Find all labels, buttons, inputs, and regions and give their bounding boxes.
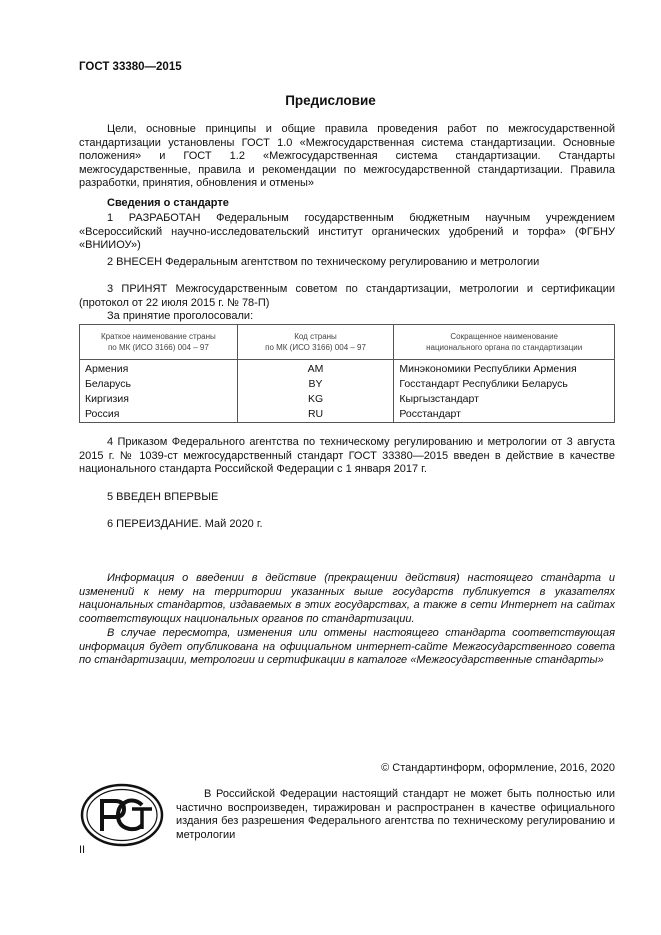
page-number: II (79, 844, 86, 856)
code-cell: AM (237, 360, 394, 378)
item-order: 4 Приказом Федерального агентства по техническому регулированию и метрологии от 3 августа 2015 г. № 1039-ст межгосударственный стандарт ГОСТ 33380—2015 введен в действие в качестве национального стандарта Российской Федерации с 1 января 2017 г. (79, 436, 615, 475)
header-body: Сокращенное наименование национального органа по стандартизации (394, 325, 615, 360)
intro-paragraph (79, 123, 615, 191)
body-cell: Минэкономики Республики Армения (394, 360, 615, 378)
code-cell: KG (237, 392, 394, 407)
header-code: Код страны по МК (ИСО 3166) 004 – 97 (237, 325, 394, 360)
item-first: 5 ВВЕДЕН ВПЕРВЫЕ (107, 491, 219, 503)
body-cell: Росстандарт (394, 407, 615, 423)
section-title: Сведения о стандарте (107, 197, 229, 209)
item-adopted: 3 ПРИНЯТ Межгосударственным советом по стандартизации, метрологии и сертификации (протокол от 22 июля 2015 г. № 78-П) (79, 283, 615, 309)
table-row (80, 392, 615, 407)
country-cell: Армения (80, 360, 238, 378)
table-row (80, 407, 615, 423)
table-row (80, 360, 615, 378)
voted-label: За принятие проголосовали: (107, 310, 254, 322)
item-introduced: 2 ВНЕСЕН Федеральным агентством по техническому регулированию и метрологии (107, 256, 540, 268)
body-cell: Госстандарт Республики Беларусь (394, 377, 615, 392)
legal-notice: В Российской Федерации настоящий стандарт не может быть полностью или частично воспроизведен, тиражирован и распространен в качестве официального издания без разрешения Федерального агентства по техническому регулированию и метрологии (176, 788, 615, 841)
rst-logo-icon (80, 783, 164, 847)
document-id: ГОСТ 33380—2015 (79, 61, 182, 73)
notice-paragraph: Информация о введении в действие (прекращении действия) настоящего стандарта и изменений к нему на территории указанных выше государств публикуется в указателях национальных стандартов, издаваемых в этих государствах, а также в сети Интернет на сайтах соответствующих национальных органов по стандартизации. (79, 572, 615, 626)
intro-text: Цели, основные принципы и общие правила проведения работ по межгосударственной стандартизации установлены ГОСТ 1.0 «Межгосударственная система стандартизации. Основные положения» и ГОСТ 1.2 «Межгосударственная система стандартизации. Стандарты межгосударственные, правила и рекомендации по межгосударственной стандартизации. Правила разработки, принятия, обновления и отмены» (79, 123, 615, 189)
code-cell: RU (237, 407, 394, 423)
country-cell: Киргизия (80, 392, 238, 407)
countries-table (79, 324, 615, 423)
body-cell: Кыргызстандарт (394, 392, 615, 407)
item-developed: 1 РАЗРАБОТАН Федеральным государственным бюджетным научным учреждением «Всероссийский научно-исследовательский институт органических удобрений и торфа» (ФГБНУ «ВНИИОУ») (79, 212, 615, 251)
country-cell: Россия (80, 407, 238, 423)
item-reissue: 6 ПЕРЕИЗДАНИЕ. Май 2020 г. (107, 518, 263, 530)
page-title: Предисловие (285, 93, 376, 108)
table-row (80, 377, 615, 392)
header-country: Краткое наименование страны по МК (ИСО 3166) 004 – 97 (80, 325, 238, 360)
info-notice (79, 572, 615, 668)
table-header-row (80, 325, 615, 360)
country-cell: Беларусь (80, 377, 238, 392)
code-cell: BY (237, 377, 394, 392)
notice-paragraph: В случае пересмотра, изменения или отмены настоящего стандарта соответствующая информация будет опубликована на официальном интернет-сайте Межгосударственного совета по стандартизации, метрологии и сертификации в каталоге «Межгосударственные стандарты» (79, 626, 615, 667)
copyright: © Стандартинформ, оформление, 2016, 2020 (381, 762, 615, 774)
